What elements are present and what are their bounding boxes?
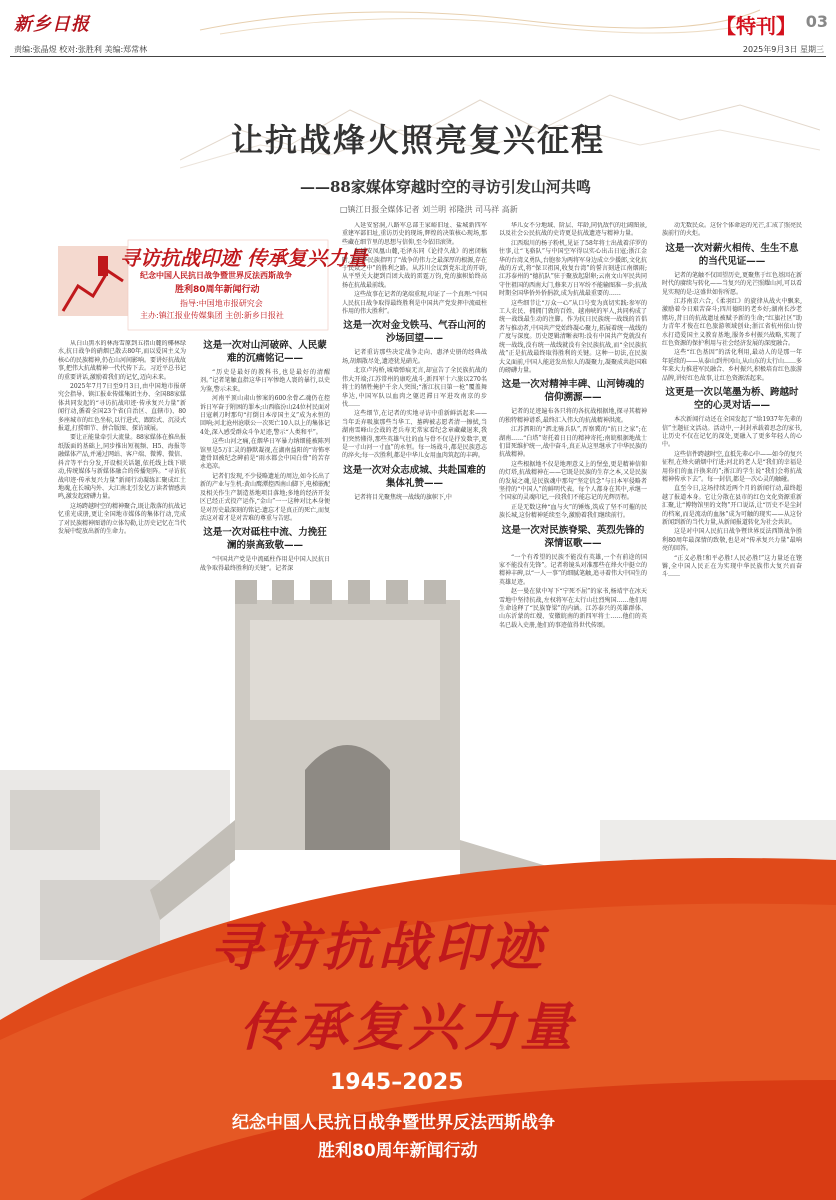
- page-number: 03: [805, 12, 828, 31]
- paragraph: 记者的笔触不仅回望历史,更聚焦于红色基因在新时代的赓续与转化——当复兴的光芒照耀山河,可以看见实现的是:这盛世如你所愿。: [662, 271, 802, 296]
- paragraph: “正义必胜!和平必胜!人民必胜!”这力量还在铿锵,全中国人民正在为实现中华民族伟大复兴而奋斗……: [662, 554, 802, 579]
- logo-guidance: 指导:中国地市报研究会: [180, 299, 263, 308]
- great-wall-illustration: [0, 560, 836, 1200]
- section-heading: 这是一次对金戈铁马、气吞山河的沙场回望——: [343, 320, 486, 345]
- newspaper-logo[interactable]: 新乡日报: [14, 14, 90, 35]
- section-tag: 【特刊】: [716, 14, 796, 38]
- paragraph: 北京卢沟桥,城墙弹痕无言,却宣告了全民族抗战的伟大开端;江苏常州的康吃战斗,新四军十六旅以270名将士的牺牲掩护千余人突围;“浙江抗日第一枪”覆盖舞华达,中国军队以血肉之躯迟滞日军进攻南京的步伐……: [342, 367, 487, 408]
- paragraph: 从白山黑水的林海雪原到五指山麓的椰林绿水,抗日战争的硝烟已散去80年,而以爱国主义为核心的民族精神,仍在山河间影响。要讲好抗战故事,把伟大抗战精神一代代传下去。习近平总书记的重要讲话,激励着我们的记忆,迈向未来。: [58, 340, 186, 381]
- paragraph: 这些细节,在记者的实地寻访中重新鲜活起来——当年丢弃吸旗那些当华工、墓碑被志愿者清一擦拭,当湖南雪峰山会战的老兵寿无常家看纪念章藏藏退来,我们突然懂得,那些英雄气壮的血与骨不仅是抒发数字,更是一寸山河一寸血”的永恒。每一场战斗,都是民族意志的淬火;每一次胜利,都是中华儿女用血肉筑起的丰碑。: [342, 410, 487, 460]
- paragraph: 江西瑞川的杨子粉机,见证了58年将士出战着洋罗的往事,让“飞骆队”与中国空军得以实心出击日寇;浙江金华的台湾义勇队,台胞参为两将军身边成立少援郎,文化抗战的方式,将“保卫祖国,收复台湾”的誓言刻进江南烟雨;江苏泰州的“德抗队”驻于聚放起甜卵;云南文山军民共同守住祖国的西南大门,修来万日军纷不能输图准一步;抗战时期全国华侨外侨捐款,成为抗战最重要的……: [499, 239, 647, 298]
- paragraph: “中国共产党是中流砥柱作用是中国人民抗日战争取得最终胜利的关键”。记者深: [200, 556, 330, 572]
- section-heading: 这是一次对精神丰碑、山河铸魂的信仰溯源——: [501, 379, 645, 404]
- issue-date: 2025年9月3日 星期三: [742, 45, 824, 54]
- paragraph: 赵一曼在狱中写下“宁死不屈”的家书,杨靖宇在冰天雪地中坚持抗战,左权将军在太行山壮烈殉国……他们用生命诠释了“民族脊梁”的内涵。江苏泰兴的英雄群体、山东沂蒙的红嫂、安徽皖南的新四军将士……他们的英名已载入史册,他们的事迹值得世代传颂。: [499, 588, 647, 629]
- logo-hosts: 主办:镇江报业传媒集团 主创:新乡日报社: [140, 311, 284, 320]
- section-heading: 这是一次对众志成城、共赴国难的集体礼赞——: [343, 464, 486, 489]
- section-heading: 这是一次对民族脊梁、英烈先锋的深情讴歌——: [501, 524, 645, 549]
- section-heading: 这是一次对山河破碎、人民蒙难的沉痛铭记——: [203, 340, 327, 364]
- banner-slogan-line1: 寻访抗战印迹: [210, 917, 547, 978]
- paragraph: 直至今日,这场持续近两个月的新闻行动,最终超越了报道本身。它让分散在县市的红色文化资源重新汇聚,让“博物馆里的文物”开口说话,让“历史不是尘封的档案,而是流动的血脉”成为可触的现实——从这份新闻到新的当代力量,从新闻报道转化为社会共识。: [662, 485, 802, 526]
- banner-years: 1945–2025: [330, 1070, 464, 1095]
- paragraph: 这些故事在记者的笔端重现,印证了一个真理:“中国人民抗日战争取得最终胜利是中国共产党发挥中流砥柱作用的伟大胜利”。: [342, 291, 487, 316]
- paragraph: 这些山河之痛,在烟华日军暴力纳细能被陈列馆里是5万汇灵的静默凝视,在湖南益阳的“寄怖枣遗骨回被纪念碑前是“雨水都会中国白骨”的苦存永追凉。: [200, 438, 330, 471]
- article-title: 让抗战烽火照亮复兴征程: [230, 121, 605, 159]
- paragraph: “一个有希望的民族不能没有英雄,一个有前途的国家不能没有先锋”。记者将镜头对准那些在烽火中挺立的精神丰碑,以“一人一事”的细腻笔触,追寻着伟大中国生的英雄足迹。: [499, 553, 647, 586]
- paragraph: 记者的足迹遍布各只将的各抗战根据地,探寻其精神的独特精神谱系,最终汇入伟大的抗战精神洪流。: [499, 408, 647, 424]
- paragraph: 记者重访那些决定战争走向、惠泽史册的经典战场,胡烟散尽处,遗迹犹见硝光。: [342, 349, 487, 365]
- logo-action-line: 胜利80周年新闻行动: [175, 285, 260, 295]
- paragraph: 入延安窑洞,八路军总部王家峪旧址、盐城新四军重建军部旧址,重访历史的现场,辉煌的决策核心现场,那些藏在细节里的思想与信仰,至今依旧滚烫。: [342, 222, 487, 246]
- paragraph: 记者将目光聚焦统一战线的旗帜下,中: [354, 493, 452, 501]
- paragraph: 华儿女不分地域、阶层、年龄,同仇敌忾的壮阔图景,以及社会公民抗战的史诗更是抗战遗迹与精神力量。: [499, 222, 647, 238]
- logo-commemoration-line: 纪念中国人民抗日战争暨世界反法西斯战争: [140, 271, 292, 280]
- article-byline: □镇江日报全媒体记者 刘兰明 祁隆洪 司马祥 高新: [340, 205, 518, 214]
- paragraph: 要让正能量牵引大流量。88家媒体在推出报纸版面的基础上,同步推出短视频、H5、海报等融媒体产品,并通过网站、客户端、微博、微信、抖音等平台分发,开设相关话题,依托线上线下联动,传统媒体与新媒体融合的传播矩阵。“寻访抗战印迹·传承复兴力量”新闻行动凝练汇聚成红土地魂,在长城内外、大江南北引发亿万读者情感共鸣,激发起磅礴力量。: [58, 434, 186, 501]
- banner-action-title: 胜利80周年新闻行动: [318, 1141, 478, 1161]
- section-heading: 这是一次对薪火相传、生生不息的当代见证——: [665, 242, 799, 267]
- paragraph: 动无数民众。这份个体命运的光芒,汇成了照亮民族前行的火炬。: [662, 222, 802, 238]
- section-heading: 这是一次对砥柱中流、力挽狂澜的崇高致敬——: [203, 527, 327, 552]
- paragraph: 正是无数这种“血与火”的锤炼,筑成了坚不可摧的民族长城,这份精神延续至今,激励着我们继续前行。: [499, 503, 647, 520]
- editors-line: 责编:张晶煜 校对:张胜利 美编:郑常林: [14, 45, 148, 54]
- paragraph: 记者们发现,不少侵略遗址的周边,如今长出了新的产业与生机:黄山鹰潭控西南山脚下,电梯嵌配及相关作生产制造基地项目落地;多地的经济开发区已经正式投产运作,“金山”一一这种对比本身便是对历史最深刻的铭记:遗忘才是真正的死亡,而复活这对着才是对苦难的尊重与告慰。: [200, 472, 330, 522]
- paragraph: 江苏南京六合,《柔羽红》的旋律从战火中飘来,激励着今日艰苦奋斗;四川德阳的老乡好;湖南长沙老赌坊,昔日的抗战遗址被赋予新的生命;“红旗社区”助力青年才俊在红色旅游领域创业;浙江省杭州依山傍水打造爱国主义教育基地,服务乡村振兴战略,实现了红色资源的保护利用与社会经济发展的深度融合。: [662, 298, 802, 348]
- paragraph: “历史是最好的教科书,也是最好的清醒剂。”记者笔触直指这华日军惨绝人寰的暴行,以史为鉴,警示未来。: [200, 369, 330, 393]
- section-heading: 这更是一次以笔墨为桥、跨越时空的心灵对话——: [665, 387, 799, 412]
- banner-commemoration: 纪念中国人民抗日战争暨世界反法西斯战争: [232, 1113, 555, 1133]
- article-column-3: [342, 222, 487, 612]
- paragraph: 本次新闻行动还在全国发起了“给1937年先辈的信”主题征文活动。活动中,一封封承载着思念的家书,让历史不仅在记忆的深处,更融入了更多年轻人的心中。: [662, 416, 802, 449]
- header-background-lines: [0, 0, 836, 40]
- header-divider: [10, 56, 826, 57]
- paragraph: 在延安凤凰山麓,毛泽东同《论持久战》的密闭稿时,为中华民族指明了“战争的伟力之最深厚的根源,存在于民众之中”的胜利之路。从苏川会议到党东北的开辟,从平型关大捷到百团大战的雷霆万钧,党的旗帜始终高扬在抗战最前线。: [342, 248, 487, 289]
- paragraph: 这些信件跨越时空,直抵先辈心中——如今的复兴征程,在烽火硝烟中行进;河北的老人是“我们的幸福是用你们的血汗换来的”;浙江的学生说“我们会将抗战精神传承下去”。每一封信,都是一次心灵的触碰。: [662, 450, 802, 483]
- paragraph: 这些“红色基因”的活化利用,最动人的是那一年年延续的——从泰山到井冈山,从山东的太行山……多年来大力推进军民融合、乡村振兴,积极培育红色旅游品牌,讲好红色故事,让红色资源活起来。: [662, 349, 802, 382]
- paragraph: 河南平顶山肃山惨案的600余骨乙魂仍在控诉日军奋于附困的罪本;山西临汾山24位村民面对日寇刺刀时那句“打倒日本帝国主义”成为永恒的回响;河北沧州沧联公一次死亡10人以上的集体记4处,深入感受群众斗争足迹,警示“人类和平”。: [200, 395, 330, 436]
- paragraph: 这场跨越时空的精神聚合,既让散落的抗战记忆重光成册,更让全国地市媒体的集体行动,完成了对民族精神图谱的立体勾勒,让历史记忆在当代发展中绽放出新的生命力。: [58, 502, 186, 535]
- masthead: [0, 0, 836, 40]
- paragraph: 2025年7月7日至9月3日,由中国地市报研究会指导、镇江报业传媒集团主办、全国88家媒体共同发起的“寻访抗战印迹·传承复兴力量”新闻行动,循着全国23个省(自治区、直辖市)、80多座城市的红色坐标,以行进式、跟踪式、沉浸式报道,打捞细节、拼合版图、探访域展。: [58, 383, 186, 433]
- paragraph: 这是对中国人民抗日战争暨世界反法西斯战争胜利80周年最深情的致敬,也是对“传承复兴力量”最响亮的回答。: [662, 528, 802, 553]
- paragraph: 江苏泗阳的“泗北骑兵队”,晋察冀的“抗日之家”;在湖南……“白塔”寄托着日日的精神寄托;南皖根据地战士们冒死维护统一,战中奋斗,真正从这里继承了中华民族的抗战精神。: [499, 426, 647, 459]
- paragraph: 这些细节让“万众一心”从口号变为真切实践:参军的工人农民、拥拥门敦的百姓、越南峡的军人,共同构成了统一战线最生动的注脚。作为抗日民族统一战线的首倡者与推动者,中国共产党始终凝心聚力,拓展着统一战线的广度与深度。历史逻辑清晰表明:没有中国共产党就没有统一战线,没有统一战线就没有全民族抗战,而“全民族抗战”正是抗战最终取得胜利的关键。这种一切法,在民族大义面前,中国人能迸发出惊人的凝聚力,凝聚成共赴国难的磅礴力量。: [499, 299, 647, 374]
- banner-slogan-line2: 传承复兴力量: [240, 997, 577, 1058]
- logo-slogan: 寻访抗战印迹 传承复兴力量: [120, 246, 367, 270]
- article-subtitle: ——88家媒体穿越时空的寻访引发山河共鸣: [300, 178, 591, 196]
- paragraph: 这些根据地不仅是地理意义上的堡垒,更是精神信仰的灯塔,抗战精神在——它既是民族的生存之本,又是民族的发展之魂,是民族魂中那句“坚定信念”与日本军侵略者坚持的“中国人”的鲜明代表。每个人都身在其中,承继一个国家的灵魂印记,一段我们不能忘记的光辉历程。: [499, 460, 647, 502]
